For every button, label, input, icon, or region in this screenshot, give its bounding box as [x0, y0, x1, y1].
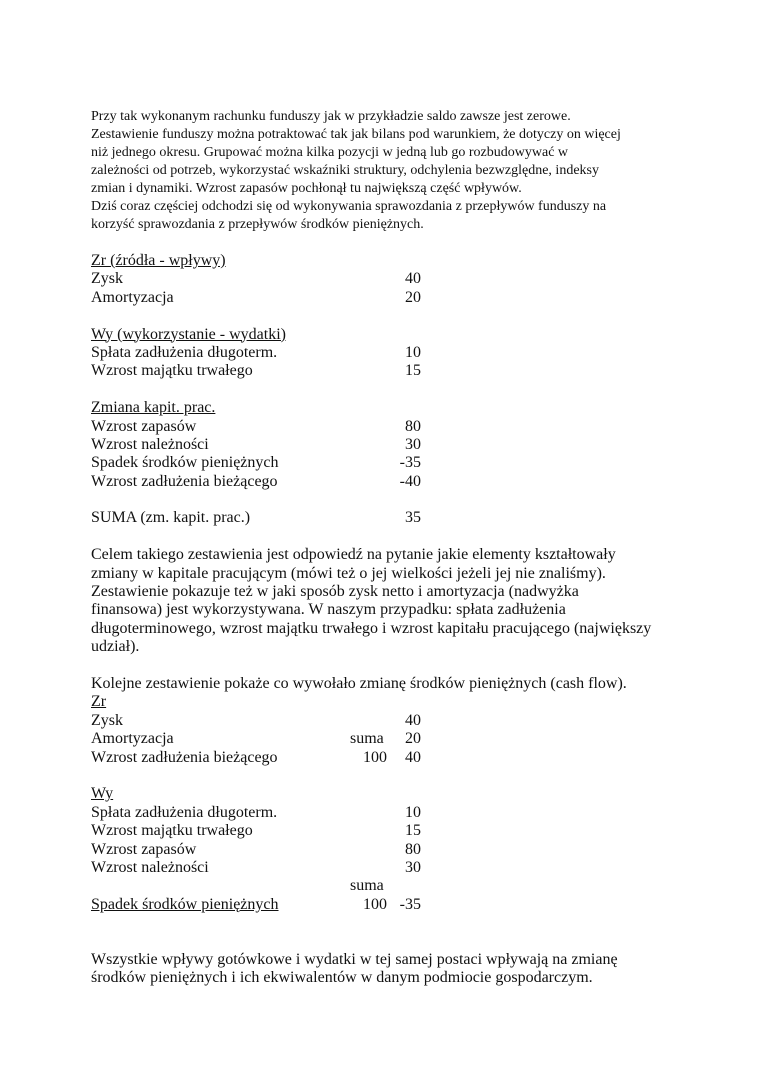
row-label: Amortyzacja: [91, 288, 174, 306]
row-value: 15: [405, 822, 421, 840]
row-label: Wzrost zadłużenia bieżącego: [91, 748, 278, 766]
table-row: [91, 436, 691, 454]
suma-value: 35: [405, 509, 421, 527]
row-value: 30: [405, 858, 421, 876]
table-row: [91, 418, 691, 436]
table-row: [91, 362, 691, 380]
text-line: Zestawienie pokazuje też w jaki sposób zysk netto i amortyzacja (nadwyżka: [91, 583, 579, 601]
table-row: [91, 289, 691, 307]
table-row: [91, 270, 691, 288]
row-value: -35: [399, 454, 421, 472]
row-value: 80: [405, 840, 421, 858]
text-line: finansowa) jest wykorzystywana. W naszym przypadku: spłata zadłużenia: [91, 601, 566, 619]
row-label: Zysk: [91, 270, 123, 288]
row-label: Zysk: [91, 711, 123, 729]
row-value: -35: [399, 895, 421, 913]
row-value: 20: [405, 288, 421, 306]
table-row: [91, 712, 691, 730]
text-line: długoterminowego, wzrost majątku trwałego i wzrost kapitału pracującego (największy: [91, 619, 652, 637]
sum-label: suma: [350, 730, 384, 748]
cash-zr-heading: Zr: [91, 693, 107, 711]
suma-row: [91, 509, 691, 527]
zr-heading: Zr (źródła - wpływy): [91, 252, 226, 269]
row-label: Wzrost zapasów: [91, 840, 197, 858]
row-value: 40: [405, 748, 421, 766]
zr-section: [91, 252, 691, 546]
kapit-heading: Zmiana kapit. prac.: [91, 399, 216, 417]
table-row: [91, 877, 691, 895]
intro-paragraph: [91, 108, 691, 234]
text-line: korzyść sprawozdania z przepływów środków pieniężnych.: [91, 217, 424, 232]
table-row: [91, 896, 691, 914]
row-label: Wzrost zapasów: [91, 417, 197, 435]
row-value: 10: [405, 803, 421, 821]
row-label: Wzrost należności: [91, 435, 209, 453]
text-line: Wszystkie wpływy gotówkowe i wydatki w tej samej postaci wpływają na zmianę: [91, 950, 618, 968]
table-row: [91, 344, 691, 362]
table-row: [91, 822, 691, 840]
row-label: Wzrost zadłużenia bieżącego: [91, 472, 278, 490]
row-value: 40: [405, 270, 421, 288]
text-line: udział).: [91, 638, 140, 656]
suma-label: SUMA (zm. kapit. prac.): [91, 509, 251, 527]
text-line: Celem takiego zestawienia jest odpowiedź na pytanie jakie elementy kształtowały: [91, 546, 616, 564]
row-label: Wzrost należności: [91, 858, 209, 876]
row-label: Wzrost majątku trwałego: [91, 362, 253, 380]
text-line: środków pieniężnych i ich ekwiwalentów w danym podmiocie gospodarczym.: [91, 969, 593, 987]
text-line: niż jednego okresu. Grupować można kilka pozycji w jedną lub go rozbudowywać w: [91, 145, 569, 160]
row-value: 30: [405, 435, 421, 453]
cash-flow-section: [91, 675, 691, 951]
row-value: 15: [405, 362, 421, 380]
text-line: Dziś coraz częściej odchodzi się od wykonywania sprawozdania z przepływów funduszy na: [91, 199, 607, 214]
row-value: 80: [405, 417, 421, 435]
row-value: -40: [399, 472, 421, 490]
row-label: Wzrost majątku trwałego: [91, 822, 253, 840]
table-row: [91, 749, 691, 767]
table-row: [91, 859, 691, 877]
text-line: zależności od potrzeb, wykorzystać wskaźniki struktury, odchylenia bezwzględne, indeksy: [91, 163, 599, 178]
wy-heading: Wy (wykorzystanie - wydatki): [91, 325, 286, 343]
final-paragraph: [91, 951, 691, 988]
row-value: 20: [405, 730, 421, 748]
table-row: [91, 804, 691, 822]
table-row: [91, 730, 691, 748]
text-line: zmiany w kapitale pracującym (mówi też o jej wielkości jeżeli jej nie znaliśmy).: [91, 564, 606, 582]
cash-intro: Kolejne zestawienie pokaże co wywołało zmianę środków pieniężnych (cash flow).: [91, 675, 627, 693]
row-label: Spadek środków pieniężnych: [91, 895, 279, 913]
table-row: [91, 454, 691, 472]
explanation-paragraph: [91, 546, 691, 656]
text-line: Zestawienie funduszy można potraktować tak jak bilans pod warunkiem, że dotyczy on więcej: [91, 127, 621, 142]
text-line: zmian i dynamiki. Wzrost zapasów pochłonął tu największą część wpływów.: [91, 181, 522, 196]
row-value: 40: [405, 711, 421, 729]
sum-value: 100: [363, 748, 387, 766]
cash-wy-heading: Wy: [91, 785, 114, 803]
sum-label: suma: [350, 877, 384, 895]
document-page: [91, 108, 691, 988]
table-row: [91, 841, 691, 859]
text-line: Przy tak wykonanym rachunku funduszy jak w przykładzie saldo zawsze jest zerowe.: [91, 109, 571, 124]
row-value: 10: [405, 343, 421, 361]
row-label: Spłata zadłużenia długoterm.: [91, 343, 278, 361]
row-label: Spłata zadłużenia długoterm.: [91, 803, 278, 821]
row-label: Spadek środków pieniężnych: [91, 454, 279, 472]
row-label: Amortyzacja: [91, 730, 174, 748]
table-row: [91, 473, 691, 491]
sum-value: 100: [363, 895, 387, 913]
